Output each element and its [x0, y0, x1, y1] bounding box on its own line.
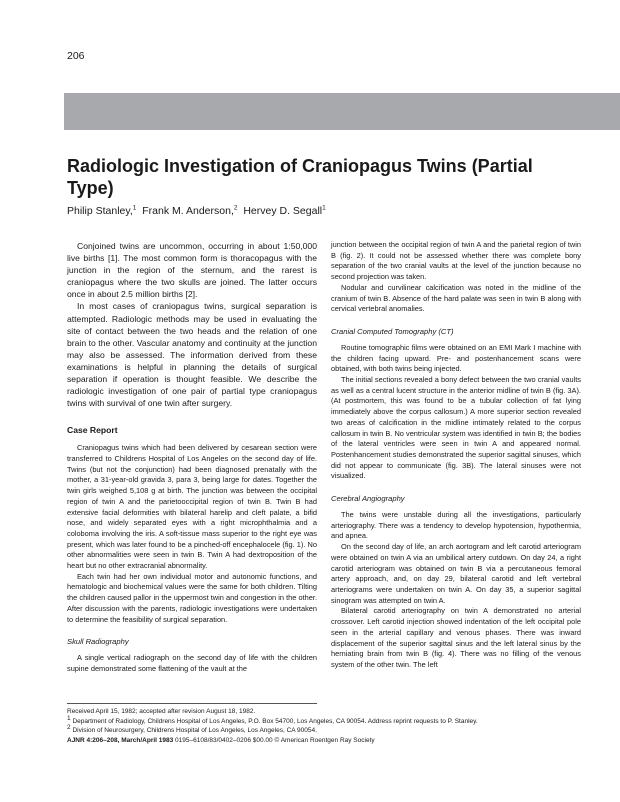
author-name: Frank M. Anderson, — [142, 205, 234, 217]
subheading-cerebral-angiography: Cerebral Angiography — [331, 494, 405, 504]
subheading-cranial-ct: Cranial Computed Tomography (CT) — [331, 326, 454, 336]
body-paragraph: The twins were unstable during all the investigations, particularly arteriography. There was a tendency to develop hypotension, hypothermia, and apnea. — [331, 510, 581, 541]
body-paragraph: The initial sections revealed a bony defect between the two cranial vaults as well as a central lucent structure in the anterior midline of twin B (fig. 3A). (At postmortem, this was found to be a tubular collection of fat lying immediately above the corpus callosum.) A more superior section revealed two areas of calcification in the midline intimately related to the corpus callosum in twin B. No ventricular system was identified in twin B; the bodies of the lateral ventricles were seen in twin A and appeared normal. Postenhancement studies demonstrated the superior sagittal sinuses, which did not appear to communicate (fig. 3B). The lateral sinuses were not visualized. — [331, 375, 581, 481]
footnote — [67, 723, 567, 736]
author-list — [67, 205, 326, 217]
header-banner — [64, 93, 620, 130]
copyright-line: 0195–6108/83/0402–0206 $00.00 © American Roentgen Ray Society — [175, 737, 375, 745]
journal-reference: AJNR 4:206–208, March/April 1983 — [67, 737, 174, 745]
body-paragraph: Routine tomographic films were obtained on an EMI Mark I machine with the children facing upward. Pre- and postenhancement scans were obtained, with both twins being injected. — [331, 342, 581, 374]
author-affiliation-mark: 1 — [322, 204, 326, 212]
footnotes — [67, 708, 567, 745]
footnote — [67, 714, 567, 727]
intro-paragraph: Conjoined twins are uncommon, occurring in about 1:50,000 live births [1]. The most common form is thoracopagus with the junction in the region of the sternum, and the rarest is craniopagus where the two skulls are joined. The latter occurs once in about 2.5 million births [2]. — [67, 241, 317, 300]
section-heading-case-report: Case Report — [67, 425, 118, 436]
author-affiliation-mark: 1 — [132, 204, 137, 212]
footnote-mark: 2 — [67, 723, 71, 731]
body-paragraph: Nodular and curvilinear calcification was noted in the midline of the cranium of twin B. Absence of the hard palate was seen in twin B along with cervical vertebral anomalies. — [331, 282, 581, 314]
article-title: Radiologic Investigation of Craniopagus Twins (Partial Type) — [67, 156, 533, 198]
author-name: Hervey D. Segall — [243, 205, 323, 217]
body-paragraph: junction between the occipital region of twin A and the parietal region of twin B (fig. 2). It could not be assessed whether there was complete bony separation of the two cranial vaults at the level of the junction because no second projection was taken. — [331, 240, 581, 282]
page-number: 206 — [67, 50, 85, 62]
body-paragraph: Bilateral carotid arteriography on twin A demonstrated no arterial crossover. Left carotid injection showed indentation of the left occipital pole seen in the arterial capillary and venous phases. There was inward displacement of the superior sagittal sinus and the left lateral sinus by the herniating brain from twin B (fig. 4). There was no filling of the venous system of the other twin. The left — [331, 606, 581, 669]
left-column — [67, 240, 317, 675]
footnote-text: Department of Radiology, Childrens Hospital of Los Angeles, P.O. Box 54700, Los Angeles, CA 90054. Address reprint requests to P. Stanley. — [72, 717, 478, 725]
author-affiliation-mark: 2 — [233, 204, 238, 212]
footnote-text: Division of Neurosurgery, Childrens Hospital of Los Angeles, Los Angeles, CA 90054. — [72, 726, 317, 734]
received-date: Received April 15, 1982; accepted after revision August 18, 1982. — [67, 708, 256, 715]
journal-citation — [67, 736, 567, 745]
body-paragraph: Each twin had her own individual motor and autonomic functions, and hematologic and biochemical values were the same for both children. Tilting the children caused pallor in the uppermost twin and congestion in the other. After discussion with the parents, radiologic investigations were undertaken to determine the feasibility of surgical separation. — [67, 571, 317, 624]
right-column — [331, 240, 581, 671]
body-paragraph: On the second day of life, an arch aortogram and left carotid arteriogram were obtained on twin A via an umbilical artery cutdown. On day 24, a right carotid arteriogram was obtained on twin B via a percutaneous femoral artery approach, and, on day 29, bilateral carotid and left vertebral arteriograms were undertaken on twin A. On day 35, a superior sagittal sinogram was attempted on twin A. — [331, 542, 581, 605]
subheading-skull-radiography: Skull Radiography — [67, 637, 129, 647]
body-paragraph: A single vertical radiograph on the second day of life with the children supine demonstrated some flattening of the vault at the — [67, 653, 317, 673]
footnote-mark: 1 — [67, 714, 71, 722]
author-name: Philip Stanley, — [67, 205, 133, 217]
intro-paragraph: In most cases of craniopagus twins, surgical separation is attempted. Radiologic methods may be used in evaluating the site of contact between the two heads and the relation of one brain to the other. Vascular anatomy and continuity at the junction may also be assessed. The information derived from these examinations is helpful in planning the details of surgical separation if operation is thought feasible. We describe the radiologic investigation of one pair of partial type craniopagus twins with survival of one twin after surgery. — [67, 301, 317, 409]
body-paragraph: Craniopagus twins which had been delivered by cesarean section were transferred to Childrens Hospital of Los Angeles on the second day of life. Twins (but not the conjunction) had been diagnosed prenatally with the mother, a 31-year-old gravida 3, para 3, being large for dates. Together the twin girls weighed 5,108 g at birth. The junction was between the occipital region of twin A and the parietooccipital region of twin B. Twin B had extensive facial deformities with bilateral harelip and cleft palate, a bifid nose, and widely separated eyes with a right microphthalmia and a coloboma involving the iris. A soft-tissue mass superior to the right eye was present, which was later found to be a pinched-off encephalocele (fig. 1). No other abnormalities were seen in twin B. Twin A had dextroposition of the heart but no other extracranial abnormality. — [67, 443, 317, 571]
footnote-divider — [67, 703, 317, 704]
